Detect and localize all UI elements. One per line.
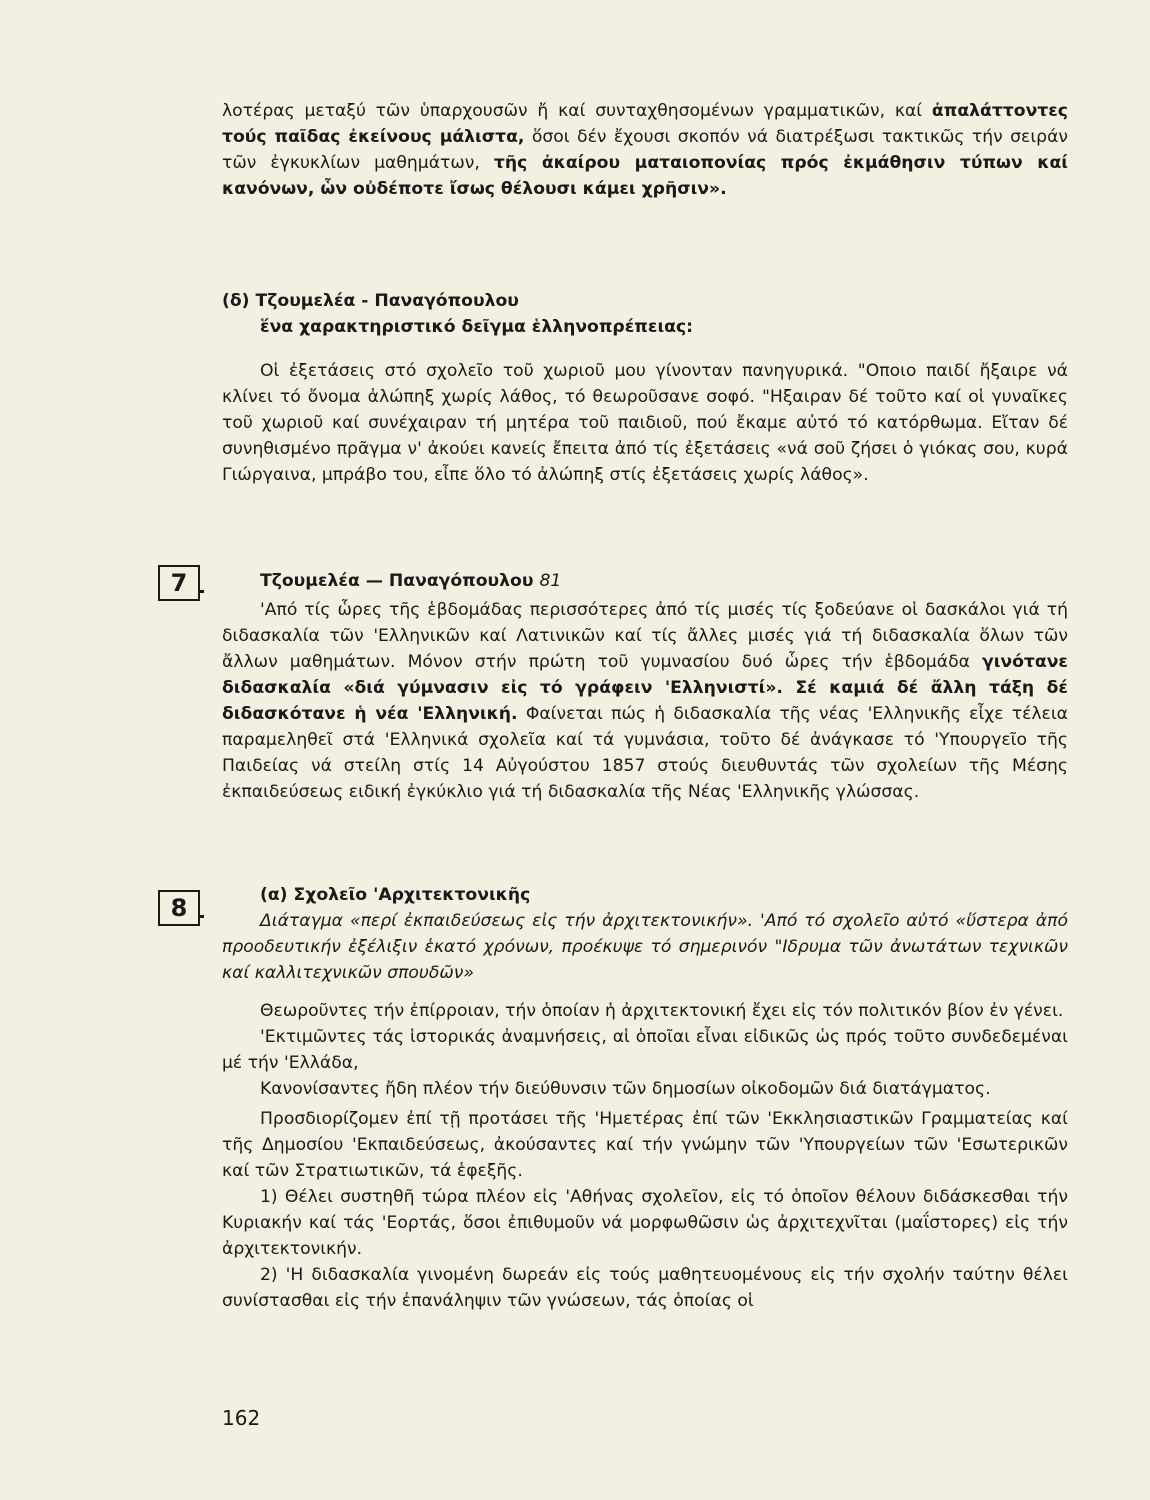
top-paragraph — [222, 98, 1068, 202]
section-d-heading: (δ) Τζουμελέα - Παναγόπουλου — [222, 291, 519, 311]
decree-paragraph: Προσδιορίζομεν ἐπί τῇ προτάσει τῆς 'Ημετέρας ἐπί τῶν 'Εκκλησιαστικῶν Γραμματείας καί τῆς Δημοσίου 'Εκπαιδεύσεως, ἀκούσαντες καί τήν γνώμην τῶν 'Υπουργείων τῶν 'Εσωτερικῶν καί τῶν Στρατιωτικῶν, τά ἑφεξῆς. — [222, 1109, 1068, 1181]
page-number: 162 — [222, 1406, 261, 1430]
section-number-box: 7 — [158, 565, 200, 601]
section-7-heading-ref: 81 — [539, 571, 562, 591]
section-7 — [222, 568, 1068, 805]
decree-paragraph: 2) 'Η διδασκαλία γινομένη δωρεάν εἰς τούς μαθητευομένους εἰς τήν σχολήν ταύτην θέλει συνίστασθαι εἰς τήν ἐπανάληψιν τῶν γνώσεων, τάς ὁποίας οἱ — [222, 1265, 1068, 1311]
decree-paragraph: Κανονίσαντες ἤδη πλέον τήν διεύθυνσιν τῶν δημοσίων οἰκοδομῶν διά διατάγματος. — [260, 1079, 991, 1099]
decree-paragraph: Θεωροῦντες τήν ἐπίρροιαν, τήν ὁποίαν ἡ ἀρχιτεκτονική ἔχει εἰς τόν πολιτικόν βίον ἐν γένει. — [260, 1001, 1064, 1021]
section-d-subheading: ἕνα χαρακτηριστικό δεῖγμα ἑλληνοπρέπειας: — [260, 317, 694, 337]
section-d — [222, 288, 1068, 488]
section-8 — [222, 882, 1068, 1314]
top-paragraph-text: λοτέρας μεταξύ τῶν ὑπαρχουσῶν ἤ καί συνταχθησομένων γραμματικῶν, καί ἀπαλάττοντες τούς παῖδας ἐκείνους μάλιστα, ὅσοι δέν ἔχουσι σκοπόν νά διατρέξωσι τακτικῶς τήν σειράν τῶν ἐγκυκλίων μαθημάτων, τῆς ἀκαίρου ματαιοπονίας πρός ἐκμάθησιν τύπων καί κανόνων, ὧν οὐδέποτε ἴσως θέλουσι κάμει χρῆσιν». — [222, 101, 1068, 199]
section-number-box: 8 — [158, 890, 200, 926]
section-8-heading: (α) Σχολεῖο 'Αρχιτεκτονικῆς — [260, 885, 531, 905]
section-7-heading: Τζουμελέα — Παναγόπουλου 81 — [260, 571, 562, 591]
decree-paragraph: 'Εκτιμῶντες τάς ἱστορικάς ἀναμνήσεις, αἱ ὁποῖαι εἶναι εἰδικῶς ὡς πρός τοῦτο συνδεδεμέναι μέ τήν 'Ελλάδα, — [222, 1027, 1068, 1073]
section-d-text: Οἱ ἐξετάσεις στό σχολεῖο τοῦ χωριοῦ μου γίνονταν πανηγυρικά. "Οποιο παιδί ἤξαιρε νά κλίνει τό ὄνομα ἀλώπηξ χωρίς λάθος, τό θεωροῦσανε σοφό. "Ηξαιραν δέ τοῦτο καί οἱ γυναῖκες τοῦ χωριοῦ καί συνέχαιραν τή μητέρα τοῦ παιδιοῦ, πού ἔκαμε αὐτό τό κατόρθωμα. Εἴταν δέ συνηθισμένο πρᾶγμα ν' ἀκούει κανείς ἔπειτα ἀπό τίς ἐξετάσεις «νά σοῦ ζήσει ὁ γιόκας σου, κυρά Γιώργαινα, μπράβο του, εἶπε ὅλο τό ἀλώπηξ στίς ἐξετάσεις χωρίς λάθος». — [222, 361, 1068, 485]
section-8-decree-title: Διάταγμα «περί ἐκπαιδεύσεως εἰς τήν ἀρχιτεκτονικήν». 'Από τό σχολεῖο αὐτό «ὕστερα ἀπό προοδευτικήν ἐξέλιξιν ἑκατό χρόνων, προέκυψε τό σημερινόν "Ιδρυμα τῶν ἀνωτάτων τεχνικῶν καί καλλιτεχνικῶν σπουδῶν» — [222, 911, 1068, 983]
decree-paragraph: 1) Θέλει συστηθῆ τώρα πλέον εἰς 'Αθήνας σχολεῖον, εἰς τό ὁποῖον θέλουν διδάσκεσθαι τήν Κυριακήν καί τάς 'Εορτάς, ὅσοι ἐπιθυμοῦν νά μορφωθῶσιν ὡς ἀρχιτεχνῖται (μαΐστορες) εἰς τήν ἀρχιτεκτονικήν. — [222, 1187, 1068, 1259]
section-7-text: 'Από τίς ὧρες τῆς ἑβδομάδας περισσότερες ἀπό τίς μισές τίς ξοδεύανε οἱ δασκάλοι γιά τή διδασκαλία τῶν 'Ελληνικῶν καί Λατινικῶν καί τίς ἄλλες μισές γιά τή διδασκαλία ὅλων τῶν ἄλλων μαθημάτων. Μόνον στήν πρώτη τοῦ γυμνασίου δυό ὧρες τήν ἑβδομάδα γινότανε διδασκαλία «διά γύμνασιν εἰς τό γράφειν 'Ελληνιστί». Σέ καμιά δέ ἄλλη τάξη δέ διδασκότανε ἡ νέα 'Ελληνική. Φαίνεται πώς ἡ διδασκαλία τῆς νέας 'Ελληνικῆς εἶχε τέλεια παραμεληθεῖ στά 'Ελληνικά σχολεῖα καί τά γυμνάσια, τοῦτο δέ ἀνάγκασε τό 'Υπουργεῖο τῆς Παιδείας νά στείλη στίς 14 Αὐγούστου 1857 στούς διευθυντάς τῶν σχολείων τῆς Μέσης ἐκπαιδεύσεως ειδική ἐγκύκλιο γιά τή διδασκαλία τῆς Νέας 'Ελληνικῆς γλώσσας. — [222, 600, 1068, 802]
